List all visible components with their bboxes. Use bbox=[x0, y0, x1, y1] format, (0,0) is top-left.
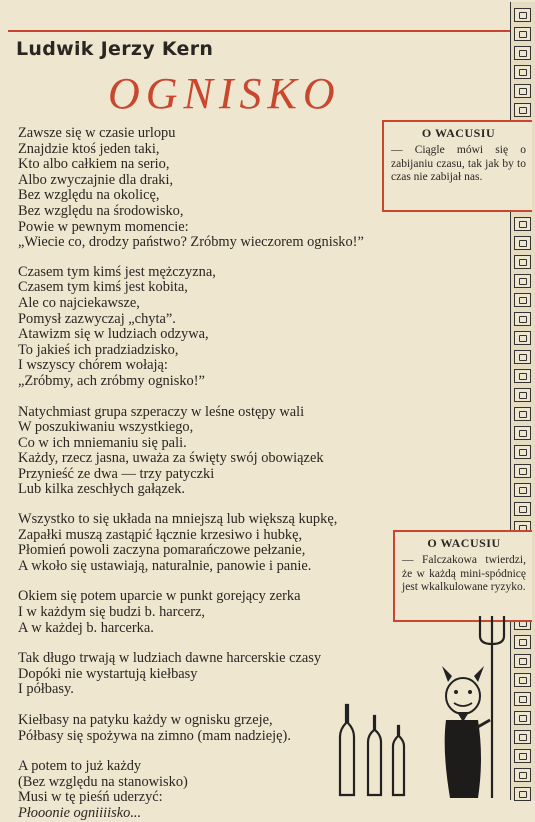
poem-line: Musi w tę pieśń uderzyć: bbox=[18, 789, 163, 806]
border-cell bbox=[514, 635, 531, 649]
poem-line: Ale co najciekawsze, bbox=[18, 294, 140, 311]
poem-line: Lub kilka zeschłych gałązek. bbox=[18, 481, 186, 498]
border-cell bbox=[514, 8, 531, 22]
poem-line: „Wiecie co, drodzy państwo? Zróbmy wieczorem ognisko!” bbox=[18, 234, 364, 251]
poem-title: OGNISKO bbox=[108, 69, 341, 118]
stanza bbox=[18, 265, 418, 390]
poem-line: I wszyscy chórem wołają: bbox=[18, 357, 168, 374]
poem-line: Zawsze się w czasie urlopu bbox=[18, 125, 176, 141]
poem-line: W poszukiwaniu wszystkiego, bbox=[18, 419, 194, 436]
poem-line: Czasem tym kimś jest mężczyzna, bbox=[18, 263, 216, 280]
poem-line: Co w ich mniemaniu się pali. bbox=[18, 434, 187, 451]
border-cell bbox=[514, 502, 531, 516]
border-cell bbox=[514, 654, 531, 668]
poem-line: Czasem tym kimś jest kobita, bbox=[18, 279, 188, 296]
poem-line: „Zróbmy, ach zróbmy ognisko!” bbox=[18, 372, 205, 389]
sidebar-text: — Falczakowa twierdzi, że w każdą mini-spódnicę jest wkalkulowane ryzyko. bbox=[402, 554, 526, 593]
poem-line: I półbasy. bbox=[18, 681, 74, 698]
border-cell bbox=[514, 65, 531, 79]
poem-line: Okiem się potem uparcie w punkt gorejący zerka bbox=[18, 588, 301, 605]
border-cell bbox=[514, 673, 531, 687]
poem-line: Kto albo całkiem na serio, bbox=[18, 156, 170, 173]
border-cell bbox=[514, 255, 531, 269]
devil-figure bbox=[442, 666, 490, 798]
poem-line: Płomień powoli zaczyna pomarańczowe pełzanie, bbox=[18, 542, 306, 559]
border-cell bbox=[514, 312, 531, 326]
poem-line: Zapałki muszą zastąpić łącznie krzesiwo i hubkę, bbox=[18, 526, 303, 543]
border-cell bbox=[514, 426, 531, 440]
poem-line: To jakieś ich pradziadzisko, bbox=[18, 341, 179, 358]
border-cell bbox=[514, 749, 531, 763]
border-cell bbox=[514, 103, 531, 117]
border-cell bbox=[514, 274, 531, 288]
border-cell bbox=[514, 730, 531, 744]
poem-line: (Bez względu na stanowisko) bbox=[18, 773, 188, 790]
border-cell bbox=[514, 293, 531, 307]
poem-line: Wszystko to się układa na mniejszą lub większą kupkę, bbox=[18, 511, 338, 528]
poem-line: Każdy, rzecz jasna, uważa za święty swój obowiązek bbox=[18, 450, 324, 467]
border-cell bbox=[514, 768, 531, 782]
poem-line: Pomysł zazwyczaj „chyta”. bbox=[18, 310, 176, 327]
poem-line: A w każdej b. harcerka. bbox=[18, 619, 154, 636]
border-cell bbox=[514, 46, 531, 60]
border-cell bbox=[514, 787, 531, 801]
poem-line: A wkoło się ustawiają, naturalnie, panowie i panie. bbox=[18, 557, 312, 574]
bottle-icon bbox=[368, 716, 381, 795]
sidebar-heading: O WACUSIU bbox=[427, 536, 501, 550]
border-cell bbox=[514, 84, 531, 98]
border-cell bbox=[514, 236, 531, 250]
sidebar-heading: O WACUSIU bbox=[421, 126, 496, 140]
poem-line: Półbasy się spożywa na zimno (mam nadzieję). bbox=[18, 727, 291, 744]
sidebar-text: — Ciągle mówi się o zabijaniu czasu, tak jak by to czas nie zabijał nas. bbox=[391, 144, 526, 183]
border-cell bbox=[514, 692, 531, 706]
poem-line: Dopóki nie wystartują kiełbasy bbox=[18, 665, 198, 682]
poem-line: Natychmiast grupa szperaczy w leśne ostępy wali bbox=[18, 403, 305, 420]
poem-line: Kiełbasy na patyku każdy w ognisku grzeje, bbox=[18, 712, 273, 728]
poem-line: Znajdzie ktoś jeden taki, bbox=[18, 140, 160, 157]
border-cell bbox=[514, 217, 531, 231]
poem-line: A potem to już każdy bbox=[18, 758, 142, 775]
poem-line: I w każdym się budzi b. harcerz, bbox=[18, 604, 206, 621]
poem-line: Tak długo trwają w ludziach dawne harcerskie czasy bbox=[18, 650, 322, 667]
author-name: Ludwik Jerzy Kern bbox=[16, 38, 214, 60]
sidebar-box-wacus-1 bbox=[382, 120, 532, 212]
devil-with-pitchfork-and-bottles-icon bbox=[330, 610, 510, 800]
stanza bbox=[18, 512, 418, 574]
border-cell bbox=[514, 483, 531, 497]
top-border-line bbox=[8, 30, 510, 32]
poem-line: Płooonie ogniiiisko... bbox=[18, 804, 142, 821]
border-cell bbox=[514, 27, 531, 41]
poem-line: Bez względu na środowisko, bbox=[18, 202, 184, 219]
border-cell bbox=[514, 711, 531, 725]
poem-line: Przynieść ze dwa — trzy patyczki bbox=[18, 465, 215, 482]
border-cell bbox=[514, 350, 531, 364]
poem-line: Albo zwyczajnie dla draki, bbox=[18, 171, 174, 188]
border-cell bbox=[514, 388, 531, 402]
pitchfork-icon bbox=[480, 616, 504, 798]
stanza bbox=[18, 405, 418, 499]
sidebar-box-wacus-2 bbox=[393, 530, 532, 622]
bottle-icon bbox=[340, 705, 354, 795]
stanza bbox=[18, 126, 418, 251]
poem-line: Bez względu na okolicę, bbox=[18, 187, 160, 204]
bottle-icon bbox=[393, 726, 404, 795]
poem-line: Atawizm się w ludziach odzywa, bbox=[18, 326, 209, 343]
poem-line: Powie w pewnym momencie: bbox=[18, 218, 189, 235]
border-cell bbox=[514, 407, 531, 421]
border-cell bbox=[514, 369, 531, 383]
border-cell bbox=[514, 464, 531, 478]
border-cell bbox=[514, 331, 531, 345]
border-cell bbox=[514, 445, 531, 459]
